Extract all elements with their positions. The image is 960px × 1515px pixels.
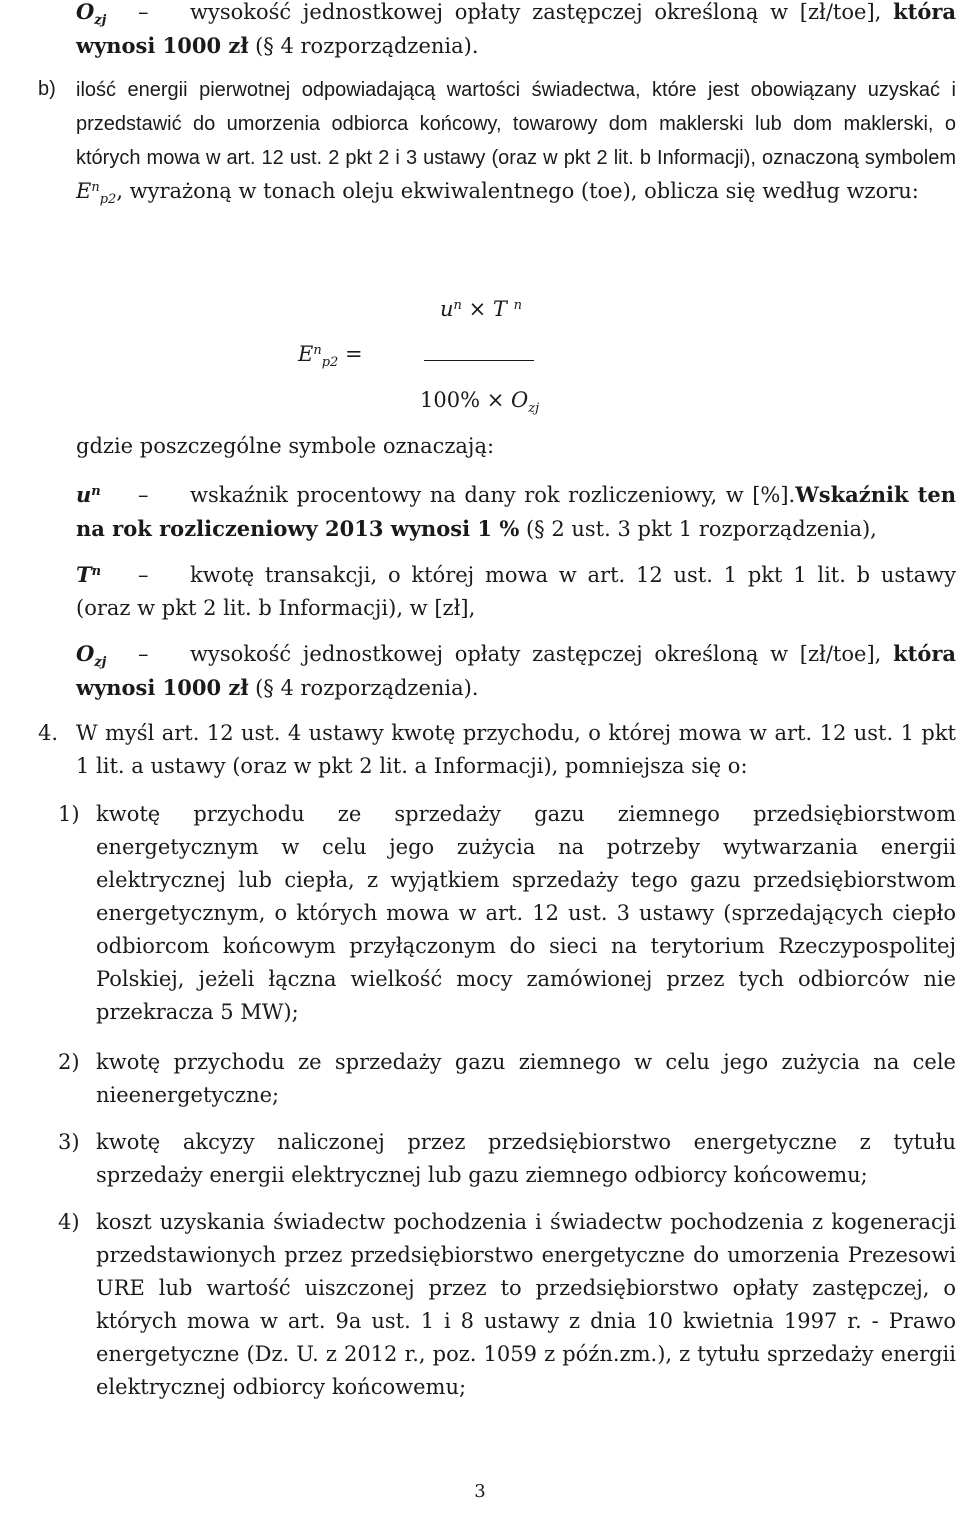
formula-denominator: $100\% \times O_{zj}$ bbox=[420, 388, 540, 416]
list-item-number: 2) bbox=[58, 1050, 80, 1074]
point-4 bbox=[38, 717, 956, 783]
formula-lhs: $E^n_{p2}$ = bbox=[298, 342, 363, 370]
list-item-text: kwotę akcyzy naliczonej przez przedsiębiorstwo energetyczne z tytułu sprzedaży energii elektrycznej lub gazu ziemnego odbiorcy końcowemu; bbox=[96, 1130, 956, 1187]
list-item-text: kwotę przychodu ze sprzedaży gazu ziemnego przedsiębiorstwom energetycznym w celu jego zużycia na potrzeby wytwarzania energii elektrycznej lub ciepła, z wyjątkiem sprzedaży tego gazu przedsiębiorstwom energetycznym, o których mowa w art. 12 ust. 3 ustawy (sprzedających ciepło odbiorcom końcowym przyłączonym do sieci na terytorium Rzeczypospolitej Polskiej, jeżeli łączna wielkość mocy zamówionej przez tych odbiorców nie przekracza 5 MW); bbox=[96, 802, 956, 1024]
definition-text: kwotę transakcji, o której mowa w art. 12 ust. 1 pkt 1 lit. b ustawy (oraz w pkt 2 lit. b Informacji), w [zł], bbox=[76, 563, 956, 620]
point-text: W myśl art. 12 ust. 4 ustawy kwotę przychodu, o której mowa w art. 12 ust. 1 pkt 1 lit. a ustawy (oraz w pkt 2 lit. a Informacji), pomniejsza się o: bbox=[76, 721, 956, 778]
definition-bold: Wskaźnik ten na rok rozliczeniowy 2013 wynosi 1 % bbox=[76, 482, 956, 541]
definition-ozj-top: $O_{zj}$ – wysokość jednostkowej opłaty zastępczej określoną w [zł/toe], która wynosi 1000 zł (§ 4 rozporządzenia). bbox=[76, 0, 956, 58]
formula-numerator: $u^n \times T$ $^n$ bbox=[440, 297, 522, 321]
list-item-number: 3) bbox=[58, 1130, 80, 1154]
symbol-e: $E^n_{p2}$ bbox=[76, 179, 117, 207]
paragraph-b: b) ilość energii pierwotnej odpowiadającą wartości świadectwa, które jest obowiązany uzyskać i przedstawić do umorzenia odbiorca końcowy, towarowy dom maklerski lub dom maklerski, o których mowa w art. 12 ust. 2 pkt 2 i 3 ustawy (oraz w pkt 2 lit. b Informacji), oznaczoną symbolem $E^n_{p2}$, wyrażoną w tonach oleju ekwiwalentnego (toe), oblicza się według wzoru: bbox=[38, 73, 956, 208]
list-item-text: kwotę przychodu ze sprzedaży gazu ziemnego w celu jego zużycia na cele nieenergetyczne; bbox=[96, 1050, 956, 1107]
list-item-4 bbox=[58, 1206, 956, 1404]
definition-ozj: $O_{zj}$ – wysokość jednostkowej opłaty zastępczej określoną w [zł/toe], która wynosi 1000 zł (§ 4 rozporządzenia). bbox=[76, 641, 956, 700]
symbol: O bbox=[76, 0, 95, 24]
list-item-number: 1) bbox=[58, 802, 80, 826]
list-item-text: koszt uzyskania świadectw pochodzenia i świadectw pochodzenia z kogeneracji przedstawionych przez przedsiębiorstwo energetyczne do umorzenia Prezesowi URE lub wartość uiszczonej przez to przedsiębiorstwo opłaty zastępczej, o których mowa w art. 9a ust. 1 i 8 ustawy z dnia 10 kwietnia 1997 r. - Prawo energetyczne (Dz. U. z 2012 r., poz. 1059 z późn.zm.), z tytułu sprzedaży energii elektrycznej odbiorcy końcowemu; bbox=[96, 1210, 956, 1399]
page-number: 3 bbox=[474, 1481, 486, 1502]
symbol: T bbox=[76, 562, 92, 587]
definition-tn: $T^n$ – kwotę transakcji, o której mowa w art. 12 ust. 1 pkt 1 lit. b ustawy (oraz w pkt 2 lit. b Informacji), w [zł], bbox=[76, 562, 956, 620]
list-item-2 bbox=[58, 1046, 956, 1112]
where-line: gdzie poszczególne symbole oznaczają: bbox=[76, 434, 495, 458]
definition-bold: która wynosi 1000 zł bbox=[76, 0, 956, 58]
list-item-1 bbox=[58, 798, 956, 1029]
point-number: 4. bbox=[38, 721, 59, 745]
definition-bold: która wynosi 1000 zł bbox=[76, 641, 956, 700]
symbol: O bbox=[76, 641, 95, 666]
definition-text: wskaźnik procentowy na dany rok rozliczeniowy, w [%]. bbox=[190, 483, 796, 507]
list-item-number: 4) bbox=[58, 1210, 80, 1234]
paragraph-text: ilość energii pierwotnej odpowiadającą wartości świadectwa, które jest obowiązany uzyskać i przedstawić do umorzenia odbiorca końcowy, towarowy dom maklerski lub dom maklerski, o których mowa w art. 12 ust. 2 pkt 2 i 3 ustawy (oraz w pkt 2 lit. b Informacji), oznaczoną symbolem bbox=[76, 79, 956, 169]
definition-un: $u^n$ – wskaźnik procentowy na dany rok rozliczeniowy, w [%].Wskaźnik ten na rok rozliczeniowy 2013 wynosi 1 % (§ 2 ust. 3 pkt 1 rozporządzenia), bbox=[76, 482, 956, 541]
symbol: u bbox=[76, 482, 92, 507]
list-item-3 bbox=[58, 1126, 956, 1192]
paragraph-label: b) bbox=[38, 78, 56, 100]
definition-text: wysokość jednostkowej opłaty zastępczej określoną w [zł/toe], bbox=[190, 0, 894, 24]
definition-text: wysokość jednostkowej opłaty zastępczej określoną w [zł/toe], bbox=[190, 642, 894, 666]
fraction-bar bbox=[424, 360, 534, 361]
